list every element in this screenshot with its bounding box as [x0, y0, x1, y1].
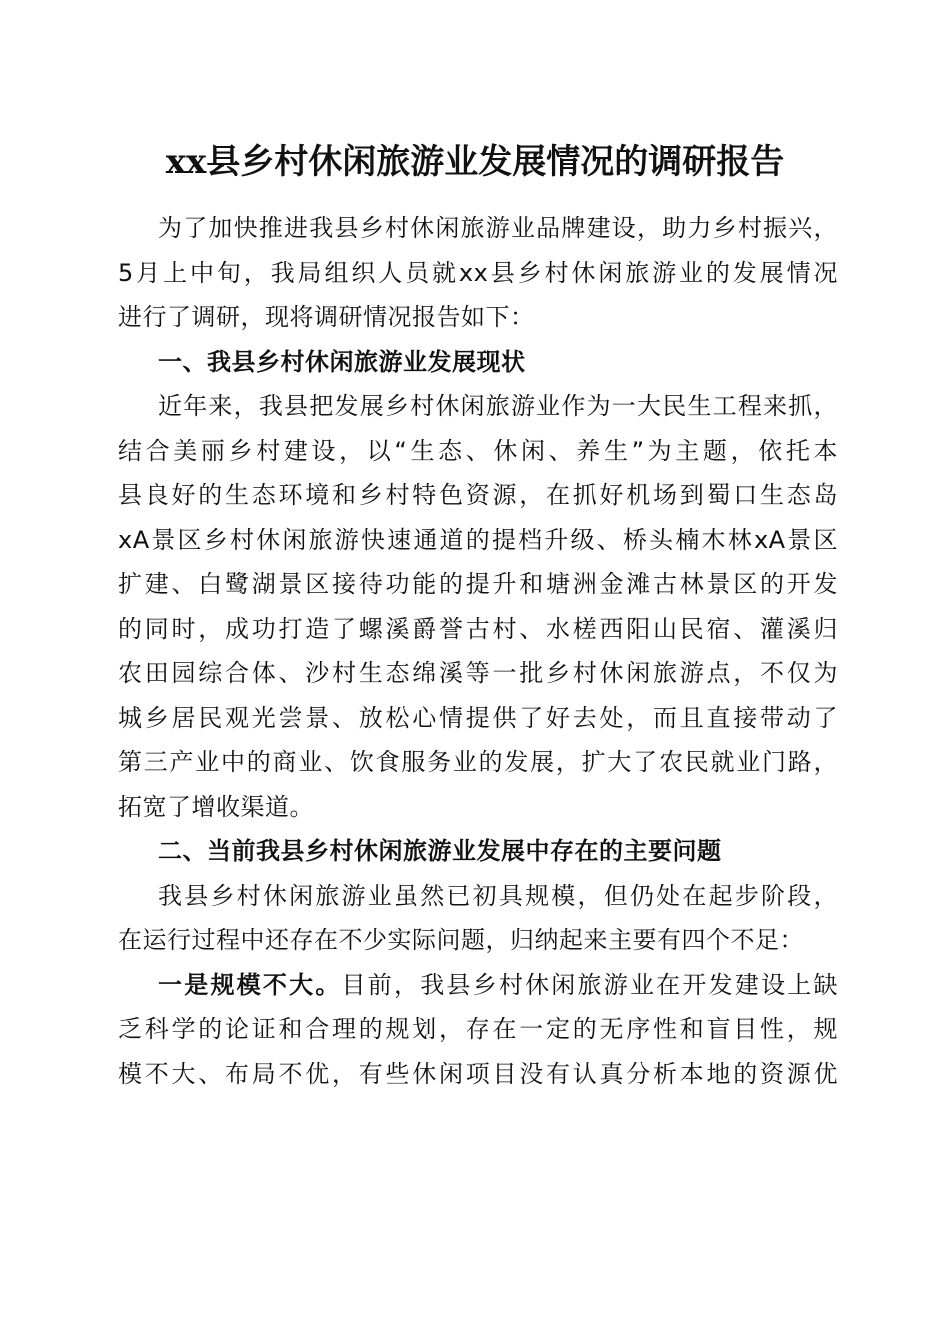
paragraph-line: 5月上中旬，我局组织人员就xx县乡村休闲旅游业的发展情况	[118, 258, 838, 287]
paragraph-line: xA景区乡村休闲旅游快速通道的提档升级、桥头楠木林xA景区	[118, 525, 838, 554]
document-body	[118, 206, 838, 1096]
section1-paragraph	[118, 384, 838, 829]
point1-paragraph	[118, 963, 838, 1097]
paragraph-line: 进行了调研，现将调研情况报告如下：	[118, 303, 535, 331]
section2-paragraph	[118, 874, 838, 963]
section-heading: 二、当前我县乡村休闲旅游业发展中存在的主要问题	[158, 837, 722, 865]
point-lead: 一是规模不大。	[158, 970, 342, 999]
paragraph-line: 农田园综合体、沙村生态绵溪等一批乡村休闲旅游点，不仅为	[118, 659, 838, 687]
paragraph-line: 模不大、布局不优，有些休闲项目没有认真分析本地的资源优	[118, 1059, 838, 1088]
paragraph-line: 拓宽了增收渠道。	[118, 792, 314, 821]
document-title: xx县乡村休闲旅游业发展情况的调研报告	[165, 142, 785, 182]
paragraph-line: 乏科学的论证和合理的规划，存在一定的无序性和盲目性，规	[118, 1015, 838, 1043]
section-heading: 一、我县乡村休闲旅游业发展现状	[158, 347, 526, 376]
paragraph-line: 结合美丽乡村建设，以“生态、休闲、养生”为主题，依托本	[118, 436, 838, 465]
paragraph-line: 为了加快推进我县乡村休闲旅游业品牌建设，助力乡村振兴，	[158, 214, 838, 242]
paragraph-line: 近年来，我县把发展乡村休闲旅游业作为一大民生工程来抓，	[158, 392, 838, 420]
paragraph-line: 县良好的生态环境和乡村特色资源，在抓好机场到蜀口生态岛	[118, 481, 838, 509]
intro-paragraph	[118, 206, 838, 340]
paragraph-line: 在运行过程中还存在不少实际问题，归纳起来主要有四个不足：	[118, 926, 804, 954]
paragraph-line	[118, 963, 838, 1008]
paragraph-line: 第三产业中的商业、饮食服务业的发展，扩大了农民就业门路，	[118, 748, 838, 776]
paragraph-line: 扩建、白鹭湖景区接待功能的提升和塘洲金滩古林景区的开发	[118, 570, 838, 598]
paragraph-line: 城乡居民观光尝景、放松心情提供了好去处，而且直接带动了	[118, 703, 838, 732]
point-text: 目前，我县乡村休闲旅游业在开发建设上缺	[341, 970, 838, 999]
paragraph-line: 的同时，成功打造了螺溪爵誉古村、水槎西阳山民宿、灌溪归	[118, 614, 838, 643]
paragraph-line: 我县乡村休闲旅游业虽然已初具规模，但仍处在起步阶段，	[158, 881, 838, 910]
